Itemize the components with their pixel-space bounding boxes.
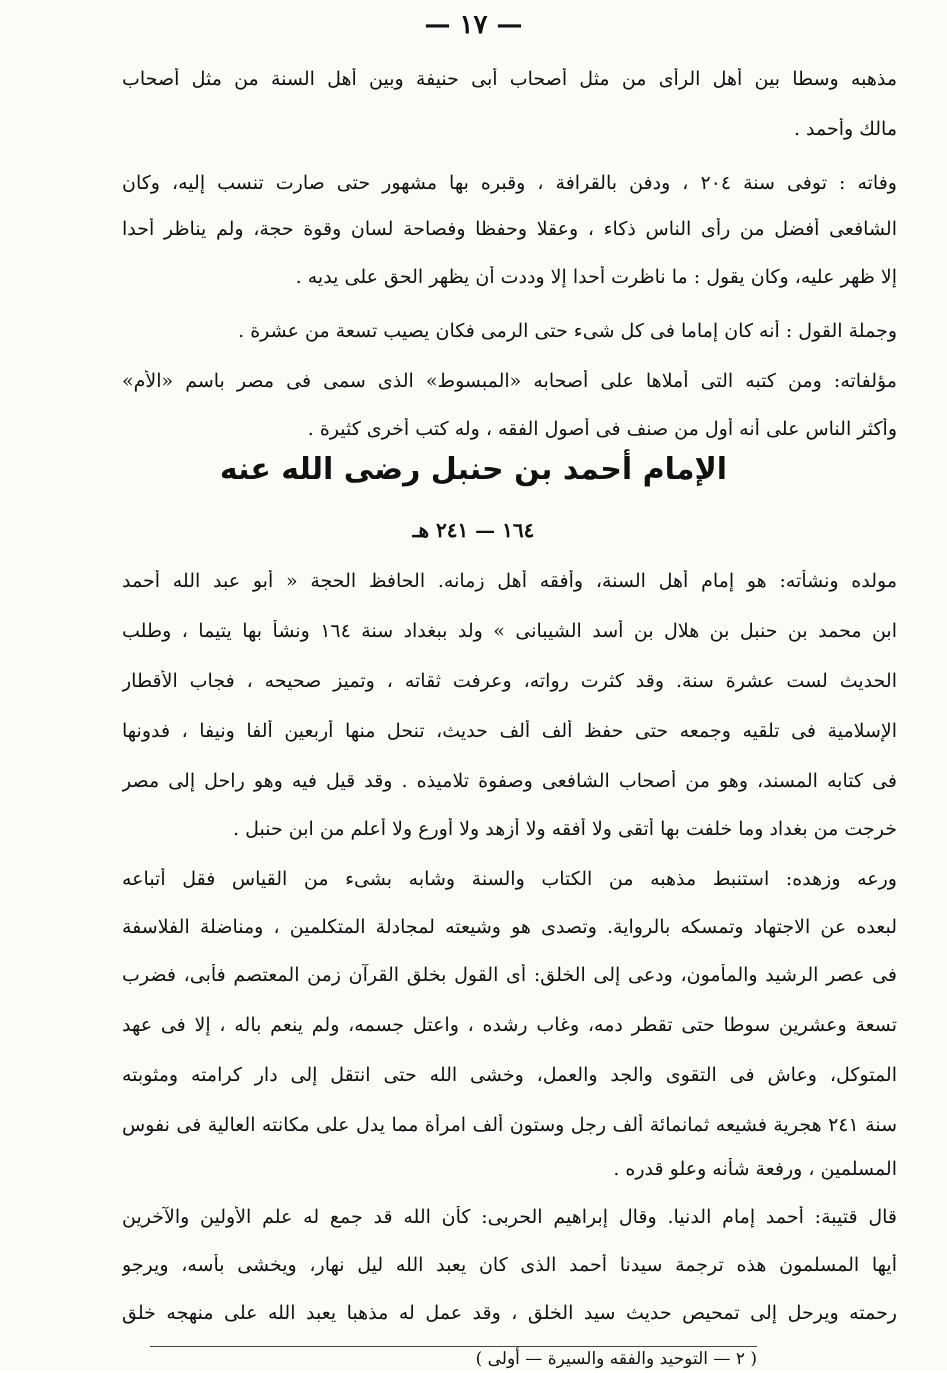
text-line: وأكثر الناس على أنه أول من صنف فى أصول الفقه ، وله كتب أخرى كثيرة . bbox=[307, 418, 897, 440]
text-line: مولده ونشأته: هو إمام أهل السنة، وأفقه أهل زمانه. الحافظ الحجة « أبو عبد الله أحمد bbox=[122, 570, 897, 592]
text-line: فى كتابه المسند، وهو من أصحاب الشافعى وصفوة تلاميذه . وقد قيل فيه وهو راحل إلى مصر bbox=[122, 770, 897, 792]
text-line: تسعة وعشرين سوطا حتى تقطر دمه، وغاب رشده ، واعتل جسمه، ولم ينعم باله ، إلا فى عهد bbox=[122, 1014, 897, 1036]
text-line: مؤلفاته: ومن كتبه التى أملاها على أصحابه «المبسوط» الذى سمى فى مصر باسم «الأم» bbox=[122, 370, 897, 392]
text-line: المتوكل، وعاش فى التقوى والجد والعمل، وخشى الله حتى انتقل إلى دار كرامته ومثوبته bbox=[122, 1064, 897, 1086]
text-line: إلا ظهر عليه، وكان يقول : ما ناظرت أحدا إلا وددت أن يظهر الحق على يديه . bbox=[295, 266, 897, 288]
text-line: ورعه وزهده: استنبط مذهبه من الكتاب والسنة وشابه بشىء من القياس فقل أتباعه bbox=[122, 868, 897, 890]
shafii-section bbox=[122, 68, 897, 448]
text-line: ابن محمد بن حنبل بن هلال بن أسد الشيبانى » ولد ببغداد سنة ١٦٤ ونشأ بها يتيما ، وطلب bbox=[122, 620, 897, 642]
text-line: وفاته : توفى سنة ٢٠٤ ، ودفن بالقرافة ، وقبره بها مشهور حتى صارت تنسب إليه، وكان bbox=[122, 172, 897, 194]
section-years: ١٦٤ — ٢٤١ هـ bbox=[412, 518, 535, 542]
text-line: مالك وأحمد . bbox=[793, 118, 897, 140]
text-line: لبعده عن الاجتهاد وتمسكه بالرواية. وتصدى هو وشيعته لمجادلة المتكلمين ، ومناضلة الفلاسفة bbox=[122, 916, 897, 938]
text-line: وجملة القول : أنه كان إماما فى كل شىء حتى الرمى فكان يصيب تسعة من عشرة . bbox=[238, 320, 897, 342]
page-number: — ١٧ — bbox=[424, 10, 523, 40]
text-line: الشافعى أفضل من رأى الناس ذكاء ، وعقلا وحفظا وفصاحة لسان وقوة حجة، ولم يناظر أحدا bbox=[122, 218, 897, 240]
text-line: رحمته ويرحل إلى تمحيص حديث سيد الخلق ، وقد عمل له مذهبا يعبد الله على منهجه خلق bbox=[122, 1302, 897, 1324]
footnote: ( ٢ — التوحيد والفقه والسيرة — أولى ) bbox=[150, 1346, 757, 1373]
text-line: المسلمين ، ورفعة شأنه وعلو قدره . bbox=[613, 1158, 897, 1180]
text-line: مذهبه وسطا بين أهل الرأى من مثل أصحاب أبى حنيفة وبين أهل السنة من مثل أصحاب bbox=[122, 68, 897, 90]
text-line: الإسلامية فى تلقيه وجمعه حتى حفظ ألف ألف حديث، تنحل منها أربعين ألفا ونيفا ، فدونها bbox=[122, 720, 897, 742]
text-line: الحديث لست عشرة سنة. وقد كثرت رواته، وعرفت ثقاته ، وتميز صحيحه ، فجاب الأقطار bbox=[122, 670, 897, 692]
section-heading: الإمام أحمد بن حنبل رضى الله عنه bbox=[219, 452, 728, 487]
text-line: قال قتيبة: أحمد إمام الدنيا. وقال إبراهيم الحربى: كأن الله قد جمع له علم الأولين والآخرين bbox=[122, 1206, 897, 1228]
text-line: أيها المسلمون هذه ترجمة سيدنا أحمد الذى كان يعبد الله ليل نهار، ويخشى بأسه، ويرجو bbox=[122, 1254, 897, 1276]
text-line: سنة ٢٤١ هجرية فشيعه ثمانمائة ألف رجل وستون ألف امرأة مما يدل على مكانته العالية فى نفوس bbox=[122, 1114, 897, 1136]
text-line: فى عصر الرشيد والمأمون، ودعى إلى الخلق: أى القول بخلق القرآن زمن المعتصم فأبى، فضرب bbox=[122, 964, 897, 986]
text-line: خرجت من بغداد وما خلفت بها أتقى ولا أفقه ولا أزهد ولا أورع ولا أعلم من ابن حنبل . bbox=[233, 818, 897, 840]
ahmad-section bbox=[122, 570, 897, 1340]
